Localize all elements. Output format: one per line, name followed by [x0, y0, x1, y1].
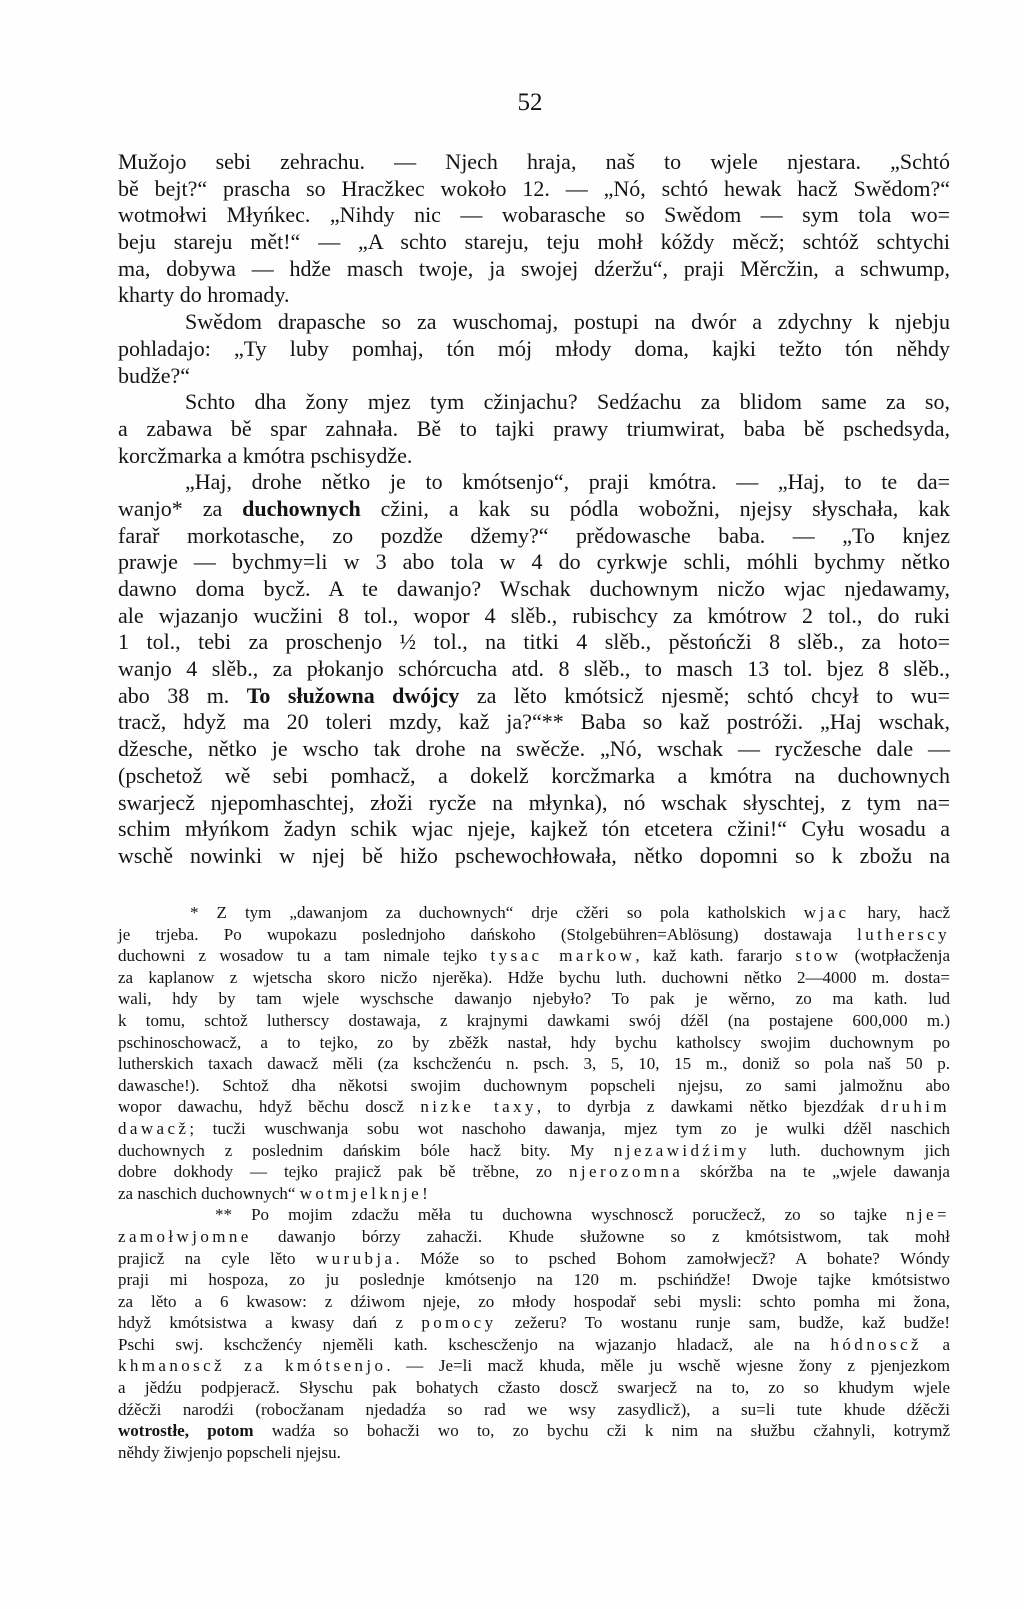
plain-text-run: a	[921, 1334, 950, 1354]
spaced-text-run: wotmjelknje	[299, 1183, 423, 1203]
footnote	[118, 1204, 950, 1463]
footnote-line	[118, 1161, 950, 1183]
spaced-text-run: nizke taxy	[420, 1097, 537, 1117]
plain-text-run: ; tucži wuschwanja sobu wot naschoho dawanja, mjez tym zo je wulki dźěl naschich	[189, 1118, 950, 1138]
body-line: farař morkotasche, zo pozdže džemy?“ prědowasche baba. — „To knjez	[118, 522, 950, 548]
bold-text-run: wotrostłe, potom	[118, 1421, 254, 1441]
plain-text-run: , to dyrbja z dawkami nětko bjezdźak	[536, 1097, 881, 1117]
plain-text-run: !	[422, 1183, 428, 1203]
body-line: budže?“	[118, 362, 191, 388]
body-line: ale wjazanjo wucžini 8 tol., wopor 4 slěb., rubischcy za kmótrow 2 tol., do ruki	[118, 602, 950, 628]
body-line: Mužojo sebi zehrachu. — Njech hraja, naš to wjele njestara. „Schtó	[118, 149, 950, 174]
spaced-text-run: hódnoscž	[830, 1334, 922, 1354]
body-line: wanjo 4 slěb., za płokanjo schórcucha atd. 8 slěb., to masch 13 tol. bjez 8 slěb.,	[118, 656, 950, 682]
plain-text-run: duchownych z poslednim dańskim bóle hacž bity. My	[118, 1140, 614, 1160]
footnote-line: lutherskich taxach dawacž měli (za kschcženću n. psch. 3, 5, 10, 15 m., doniž so pola naš 50 p.	[118, 1054, 950, 1074]
footnote-line	[118, 945, 950, 967]
body-line: swarjecž njepomhaschtej, złoži rycže na młynka), nó wschak słyschtej, z tym na=	[118, 789, 950, 815]
body-line: beju stareju mět!“ — „A schto stareju, teju mohł kóždy měcž; schtóž schtychi	[118, 229, 950, 255]
footnote-line	[118, 1140, 950, 1162]
body-paragraph	[118, 389, 950, 469]
body-line	[118, 683, 950, 710]
plain-text-run: duchowni z wosadow tu a tam nimale tejko	[118, 946, 491, 966]
plain-text-run: luth. duchownym jich	[750, 1140, 950, 1160]
spaced-text-run: wjac	[803, 903, 850, 922]
footnote-line	[118, 1312, 950, 1334]
spaced-text-run: pomocy	[421, 1313, 497, 1333]
footnote-line	[118, 924, 950, 946]
body-line: kharty do hromady.	[118, 282, 290, 308]
footnote-line	[118, 1096, 950, 1118]
page-number: 52	[517, 89, 543, 116]
footnote-line	[118, 1248, 950, 1270]
body-line: Schto dha žony mjez tym cžinjachu? Sedźachu za blidom same za so,	[185, 389, 950, 415]
plain-text-run: , kaž kath. fararjo	[635, 946, 796, 966]
footnote	[118, 902, 950, 1204]
plain-text-run: wopor dawachu, hdyž běchu doscž	[118, 1097, 421, 1117]
footnote-line	[118, 1226, 950, 1248]
spaced-text-run: khmanoscž za kmótsenjo	[118, 1356, 387, 1376]
plain-text-run: hary, hacž	[849, 903, 951, 922]
footnote-line	[118, 1118, 950, 1140]
body-line: dawno doma bycž. A te dawanjo? Wschak duchownym nicžo wjac njedawamy,	[118, 576, 950, 601]
footnote-line: pschinoschowacž, a to tejko, zo by zběžk nastał, hdy bychu katholscy swojim duchownym po	[118, 1032, 950, 1052]
spaced-text-run: stow	[795, 946, 842, 966]
body-line: 1 tol., tebi za proschenjo ½ tol., na titki 4 slěb., pěstońcži 8 slěb., za hoto=	[118, 629, 950, 655]
plain-text-run: . — Je=li macž khuda, měle ju wschě wjesne žony z pjenjezkom	[386, 1356, 950, 1376]
body-paragraph	[118, 309, 950, 389]
footnote-line: k tomu, schtož lutherscy dostawaja, z krajnymi dawkami swój dźěl (na postajene 600,000 m.)	[118, 1010, 950, 1030]
footnote-line	[118, 1183, 950, 1205]
plain-text-run: abo 38 m.	[118, 682, 247, 708]
plain-text-run: hdyž kmótsistwa a kwasy dań z	[118, 1313, 422, 1333]
footnote-line	[118, 902, 950, 924]
spaced-text-run: dawacž	[118, 1118, 190, 1138]
spaced-text-run: wurubja	[315, 1248, 396, 1268]
footnote-line: a jědźu podpjeracž. Słyschu pak bohatych cžasto doscž swarjecž na to, zo so khudym wjele	[118, 1378, 950, 1398]
body-line: a zabawa bě spar zahnała. Bě to tajki prawy triumwirat, baba bě pschedsyda,	[118, 415, 950, 441]
spaced-text-run: zamołwjomne	[118, 1226, 252, 1246]
plain-text-run: dawanjo bórzy zahacži. Khude słužowne so z kmótsistwom, tak mohł	[251, 1226, 950, 1246]
footnote-line	[118, 1204, 950, 1226]
body-line: wschě nowinki w njej bě hižo pschewochłowała, nětko dopomni so k zbožu na	[118, 842, 950, 868]
plain-text-run: skóržba na te „wjele dawanja	[683, 1162, 950, 1182]
footnote-line	[118, 1355, 950, 1377]
body-line: prawje — bychmy=li w 3 abo tola w 4 do cyrkwje schli, móhli bychmy nětko	[118, 549, 950, 575]
plain-text-run: (wotpłacženja	[841, 946, 950, 966]
body-line: „Haj, drohe nětko je to kmótsenjo“, praji kmótra. — „Haj, to te da=	[185, 469, 950, 495]
plain-text-run: prajicž na cyle lěto	[118, 1248, 316, 1268]
plain-text-run: cžini, a kak su pódla wobožni, njejsy słyschała, kak	[360, 495, 950, 521]
plain-text-run: dobre dokhody — tejko prajicž pak bě trěbne, zo	[118, 1162, 569, 1182]
body-line: schim młyńkom žadyn schik wjac njeje, kajkež tón etcetera cžini!“ Cyłu wosadu a	[118, 816, 950, 842]
body-paragraph	[118, 149, 950, 309]
spaced-text-run: njerozomna	[569, 1162, 684, 1182]
plain-text-run: wanjo* za	[118, 495, 243, 521]
footnote-line: wali, hdy by tam wjele wyschsche dawanjo njebyło? To pak je wěrno, zo ma kath. lud	[118, 989, 950, 1009]
plain-text-run: zežeru? To wostanu runje sam, budže, kaž budže!	[496, 1313, 950, 1333]
plain-text-run: Pschi swj. kschcženćy njeměli kath. kschescženjo na wjazanjo hladacž, ale na	[118, 1334, 831, 1354]
body-line: (pschetož wě sebi pomhacž, a dokelž korcžmarka a kmótra na duchownych	[118, 762, 950, 788]
spaced-text-run: druhim	[880, 1097, 950, 1117]
spaced-text-run: njezawidźimy	[613, 1140, 750, 1160]
body-paragraph	[118, 469, 950, 869]
plain-text-run: ** Po mojim zdacžu měła tu duchowna wyschnoscž porucžecž, zo so tajke	[215, 1205, 907, 1225]
plain-text-run: . Móže so to psched Bohom zamołwjecž? A bohate? Wóndy	[395, 1248, 950, 1268]
body-line	[118, 496, 950, 523]
plain-text-run: za naschich duchownych“	[118, 1183, 300, 1203]
body-line: džesche, nětko je wscho tak drohe na swěcže. „Nó, wschak — rycžesche dale —	[118, 736, 950, 762]
spaced-text-run: lutherscy	[857, 924, 950, 944]
footnote-line: něhdy žiwjenjo popscheli njejsu.	[118, 1442, 341, 1462]
body-line: ma, dobywa — hdže masch twoje, ja swojej dźeržu“, praji Měrcžin, a schwump,	[118, 255, 950, 281]
footnote-line: dawasche!). Schtož dha někotsi swojim duchownym popscheli njejsu, zo sami jalmožnu abo	[118, 1075, 950, 1095]
spaced-text-run: tysac markow	[490, 946, 636, 966]
body-line: wotmołwi Młyńkec. „Nihdy nic — wobarasche so Swědom — sym tola wo=	[118, 202, 950, 228]
body-line: pohladajo: „Ty luby pomhaj, tón mój młody doma, kajki težto tón něhdy	[118, 335, 950, 361]
plain-text-run: je trjeba. Po wupokazu poslednjoho dańskoho (Stolgebühren=Ablösung) dostawaja	[118, 924, 858, 944]
bold-text-run: duchownych	[242, 495, 361, 521]
footnote-line: praji mi hospoza, zo ju poslednje kmótsenjo na 120 m. pschińdže! Dwoje tajke kmótsistwo	[118, 1270, 950, 1290]
body-line: bě bejt?“ prascha so Hracžkec wokoło 12. — „Nó, schtó hewak hacž Swědom?“	[118, 175, 950, 201]
bold-text-run: To słužowna dwójcy	[246, 682, 460, 708]
body-text	[118, 149, 950, 870]
body-line: korcžmarka a kmótra pschisydže.	[118, 442, 413, 468]
footnote-line: za kaplanow z wjetscha skoro nicžo njerěka). Hdže bychu luth. duchowni nětko 2—4000 m. dosta=	[118, 967, 950, 987]
body-line: tracž, hdyž ma 20 toleri mzdy, kaž ja?“** Baba so kaž postróži. „Haj wschak,	[118, 709, 950, 735]
plain-text-run: wadźa so bohacži wo to, zo bychu cži k nim na słužbu cžahnyli, kotrymž	[253, 1421, 951, 1441]
footnotes	[118, 902, 950, 1463]
plain-text-run: * Z tym „dawanjom za duchownych“ drje cžěri so pola katholskich	[190, 903, 804, 922]
footnote-line	[118, 1334, 950, 1356]
spaced-text-run: nje=	[906, 1205, 950, 1225]
body-line: Swědom drapasche so za wuschomaj, postupi na dwór a zdychny k njebju	[185, 309, 950, 335]
plain-text-run: za lěto kmótsicž njesmě; schtó chcył to wu=	[459, 682, 950, 708]
footnote-line: za lěto a 6 kwasow: z dźiwom njeje, zo młody hospodař sebi mysli: schto pomha mi žona,	[118, 1291, 950, 1311]
footnote-line: dźěcži narodźi (robocžanam njedadźa so rad we wsy zasydlicž), a su=li tute khude dźěcži	[118, 1399, 950, 1419]
footnote-line	[118, 1420, 950, 1442]
